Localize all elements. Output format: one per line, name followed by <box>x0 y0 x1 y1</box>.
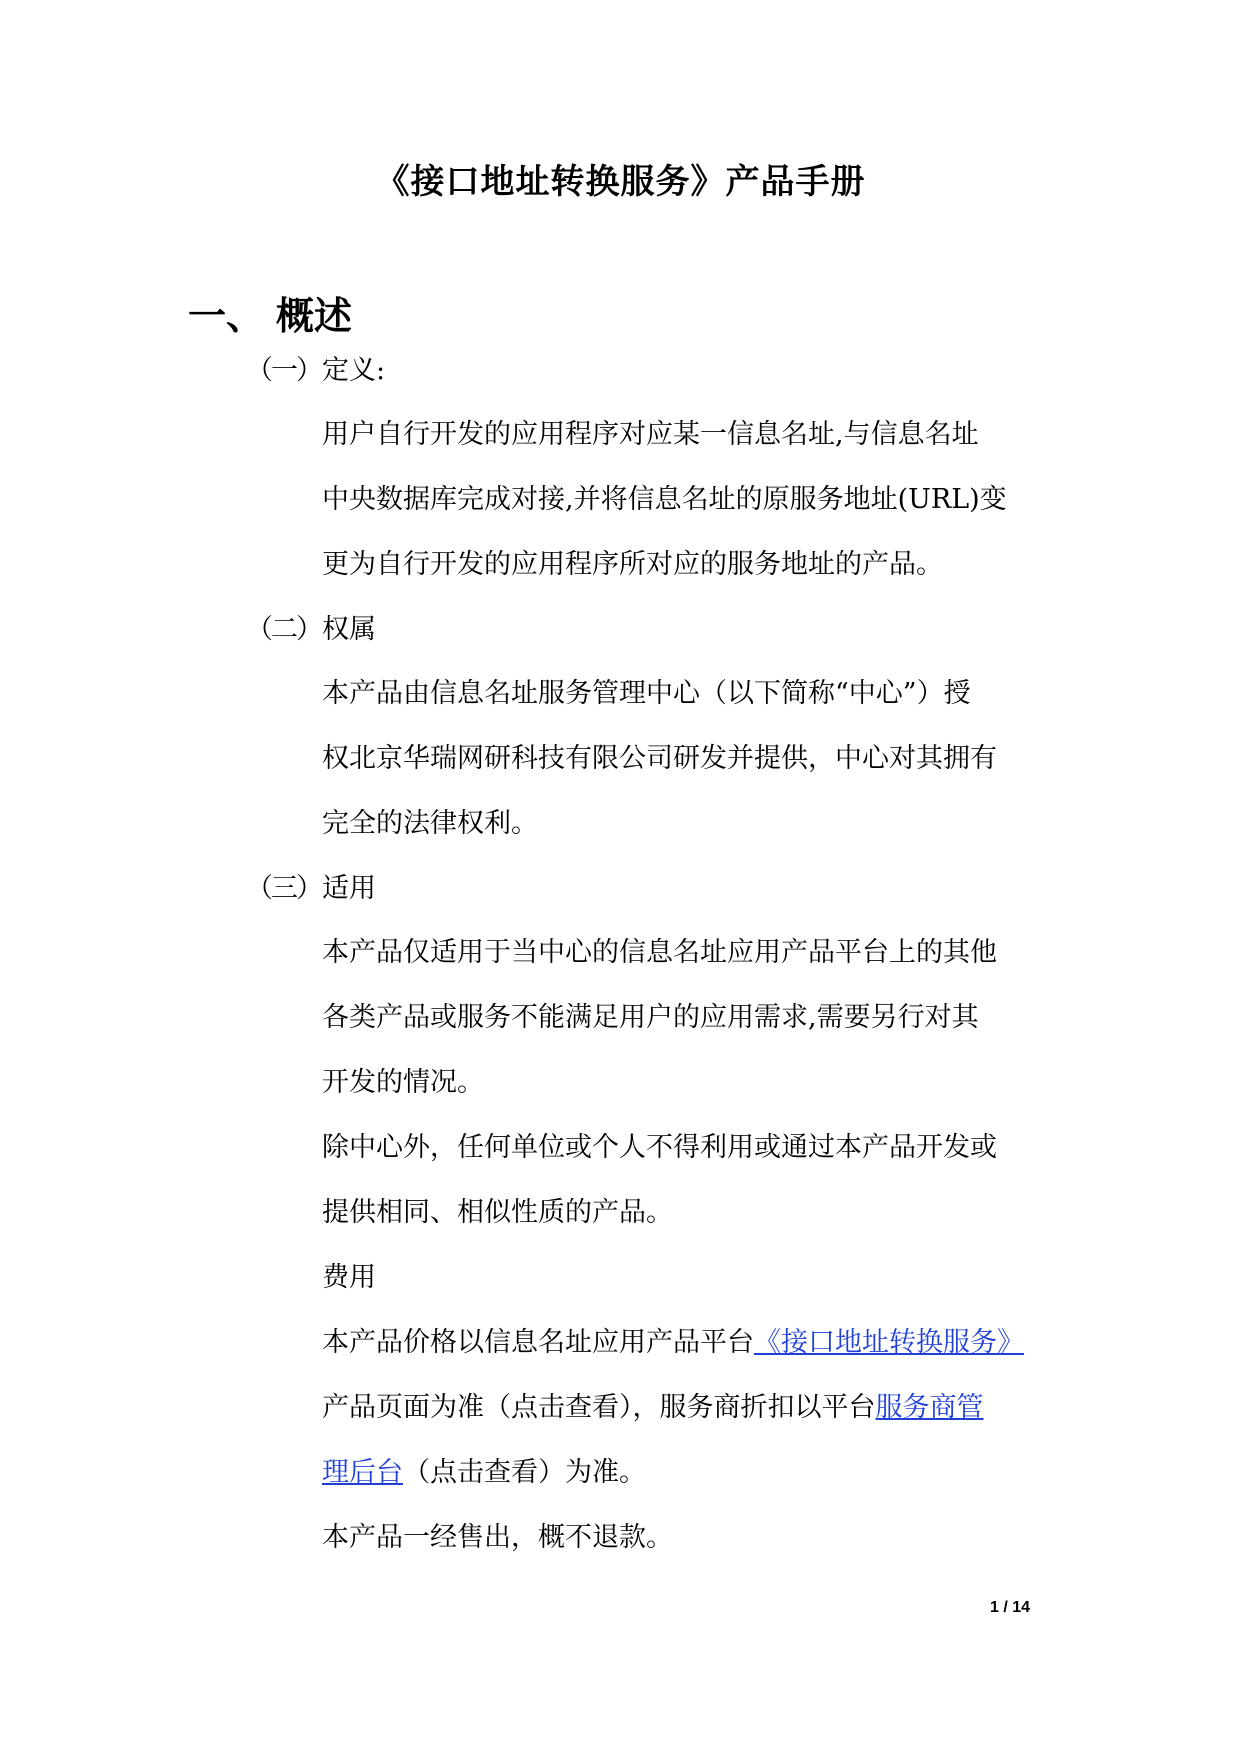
paragraph-line: 本产品由信息名址服务管理中心（以下简称“中心”）授 <box>322 678 971 709</box>
paragraph-line <box>322 1375 1054 1440</box>
paragraph-line: 权北京华瑞网研科技有限公司研发并提供，中心对其拥有 <box>322 743 997 774</box>
product-page-link[interactable]: 《接口地址转换服务》 <box>754 1327 1024 1358</box>
paragraph-line: 各类产品或服务不能满足用户的应用需求,需要另行对其 <box>322 1002 979 1033</box>
paragraph-applicability <box>322 920 1054 1245</box>
paragraph-line <box>322 1440 1054 1505</box>
subsection-heading-ownership <box>246 610 376 650</box>
paragraph-line: 用户自行开发的应用程序对应某一信息名址,与信息名址 <box>322 419 979 450</box>
subsection-number: （二） <box>246 614 321 645</box>
paragraph-line: 中央数据库完成对接,并将信息名址的原服务地址(URL)变 <box>322 484 1007 515</box>
section-heading-overview <box>188 290 352 342</box>
fee-text: （点击查看）为准。 <box>403 1457 646 1488</box>
fee-text: 本产品价格以信息名址应用产品平台 <box>322 1327 754 1358</box>
subsection-heading-applicability <box>246 869 376 909</box>
subsection-title: 定义: <box>322 355 386 386</box>
provider-admin-link[interactable]: 服务商管 <box>875 1392 984 1423</box>
fee-text: 产品页面为准（点击查看），服务商折扣以平台 <box>322 1392 876 1423</box>
subsection-title: 权属 <box>322 614 376 645</box>
paragraph-definition <box>322 402 1054 597</box>
subsection-number: （一） <box>246 355 321 386</box>
subsection-title: 适用 <box>322 873 376 904</box>
paragraph-fee <box>322 1245 1054 1570</box>
paragraph-line: 提供相同、相似性质的产品。 <box>322 1197 673 1228</box>
provider-admin-link-continued[interactable]: 理后台 <box>322 1457 403 1488</box>
paragraph-line: 除中心外，任何单位或个人不得利用或通过本产品开发或 <box>322 1132 997 1163</box>
paragraph-line: 开发的情况。 <box>322 1067 484 1098</box>
paragraph-line: 完全的法律权利。 <box>322 808 538 839</box>
section-title: 概述 <box>276 293 353 338</box>
paragraph-line <box>322 1310 1054 1375</box>
paragraph-ownership <box>322 661 1054 856</box>
fee-heading: 费用 <box>322 1262 376 1293</box>
page-title: 《接口地址转换服务》产品手册 <box>375 162 866 202</box>
page-number: 1 / 14 <box>990 1599 1031 1616</box>
subsection-number: （三） <box>246 873 321 904</box>
paragraph-line: 本产品仅适用于当中心的信息名址应用产品平台上的其他 <box>322 937 997 968</box>
section-number: 一、 <box>188 293 265 338</box>
refund-policy: 本产品一经售出，概不退款。 <box>322 1522 673 1553</box>
subsection-heading-definition <box>246 351 385 391</box>
paragraph-line: 更为自行开发的应用程序所对应的服务地址的产品。 <box>322 549 943 580</box>
